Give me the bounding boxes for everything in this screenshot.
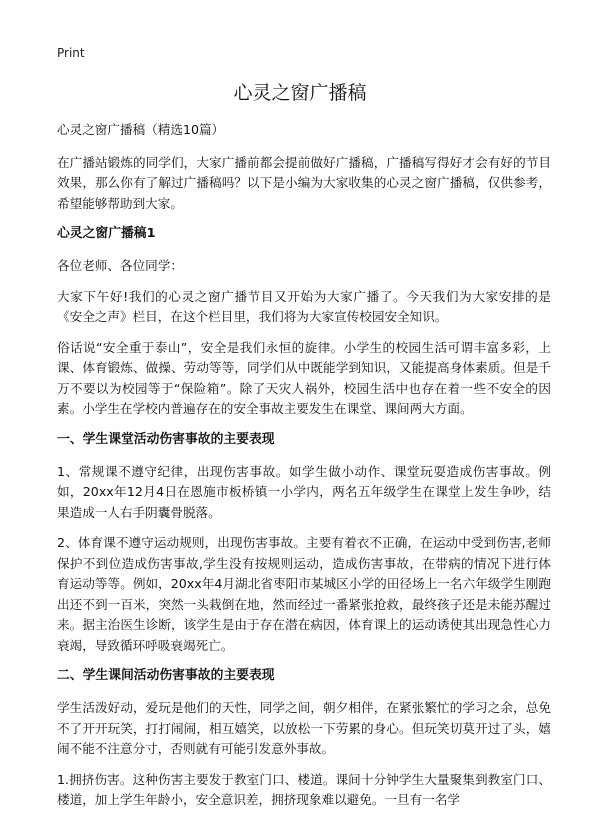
print-link[interactable]: Print: [57, 46, 85, 60]
page-title: 心灵之窗广播稿: [233, 82, 367, 104]
section-heading: 心灵之窗广播稿1: [57, 226, 156, 241]
greeting-paragraph: 各位老师、各位同学：: [57, 258, 183, 273]
subsection-heading: 一、学生课堂活动伤害事故的主要表现: [57, 431, 275, 447]
document-subtitle: 心灵之窗广播稿（精选10篇）: [57, 122, 225, 137]
subsection-heading: 二、学生课间活动伤害事故的主要表现: [57, 668, 275, 683]
body-paragraph: 1、常规课不遵守纪律，出现伤害事故。如学生做小动作、课堂玩耍造成伤害事故。例如，20xx年12月4日在恩施市板桥镇一小学内，两名五年级学生在课堂上发生争吵，结果造成一人右手阴囊骨脱落。: [57, 463, 551, 520]
body-paragraph: 大家下午好!我们的心灵之窗广播节目又开始为大家广播了。今天我们为大家安排的是《安全之声》栏目，在这个栏目里，我们将为大家宣传校园安全知识。: [57, 288, 551, 324]
body-paragraph: 1.拥挤伤害。这种伤害主要发于教室门口、楼道。课间十分钟学生大量聚集到教室门口、楼道，加上学生年龄小，安全意识差，拥挤现象难以避免。一旦有一名学: [57, 771, 551, 807]
document-body: [57, 120, 551, 821]
body-paragraph: 学生活泼好动，爱玩是他们的天性，同学之间，朝夕相伴，在紧张繁忙的学习之余，总免不了开开玩笑，打打闹闹，相互嬉笑，以放松一下劳累的身心。但玩笑切莫开过了头，嬉闹不能不注意分寸，否则就有可能引发意外事故。: [57, 700, 551, 756]
body-paragraph: 俗话说“安全重于泰山”，安全是我们永恒的旋律。小学生的校园生活可谓丰富多彩，上课、体育锻炼、做操、劳动等等，同学们从中既能学到知识，又能提高身体素质。但是千万不要以为校园等于“保险箱”。除了天灾人祸外，校园生活中也存在着一些不安全的因素。小学生在学校内普遍存在的安全事故主要发生在课堂、课间两大方面。: [57, 339, 551, 416]
intro-paragraph: 在广播站锻炼的同学们，大家广播前都会提前做好广播稿，广播稿写得好才会有好的节目效果，那么你有了解过广播稿吗？以下是小编为大家收集的心灵之窗广播稿，仅供参考，希望能够帮助到大家。: [57, 154, 551, 211]
body-paragraph: 2、体育课不遵守运动规则，出现伤害事故。主要有着衣不正确，在运动中受到伤害,老师保护不到位造成伤害事故,学生没有按规则运动，造成伤害事故，在带病的情况下进行体育运动等等。例如，20xx年4月湖北省枣阳市某城区小学的田径场上一名六年级学生刚跑出还不到一百米，突然一头栽倒在地，然而经过一番紧张抢救，最终孩子还是未能苏醒过来。据主治医生诊断，该学生是由于存在潜在病因，体育课上的运动诱使其出现急性心力衰竭，导致循环呼吸衰竭死亡。: [57, 535, 551, 653]
